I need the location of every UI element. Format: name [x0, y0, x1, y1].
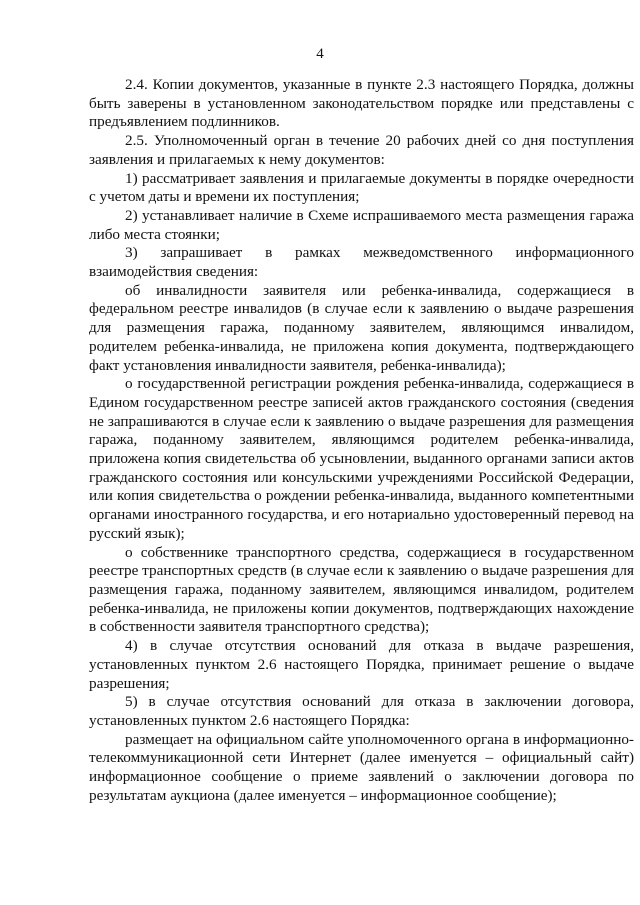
- paragraph: 4) в случае отсутствия оснований для отказа в выдаче разрешения, установленных пунктом 2.6 настоящего Порядка, принимает решение о выдаче разрешения;: [89, 637, 634, 692]
- paragraph: 2.5. Уполномоченный орган в течение 20 рабочих дней со дня поступления заявления и прилагаемых к нему документов:: [89, 132, 634, 168]
- paragraph: об инвалидности заявителя или ребенка-инвалида, содержащиеся в федеральном реестре инвалидов (в случае если к заявлению о выдаче разрешения для размещения гаража, поданному заявителем, являющимся инвалидом, родителем ребенка-инвалида, не приложена копия документа, подтверждающего факт установления инвалидности заявителя, ребенка-инвалида);: [89, 281, 634, 374]
- paragraph: 5) в случае отсутствия оснований для отказа в заключении договора, установленных пунктом 2.6 настоящего Порядка:: [89, 693, 634, 729]
- paragraph: о собственнике транспортного средства, содержащиеся в государственном реестре транспортных средств (в случае если к заявлению о выдаче разрешения для размещения гаража, поданному заявителем, являющимся инвалидом, родителем ребенка-инвалида, не приложены копии документов, подтверждающих нахождение в собственности заявителя транспортного средства);: [89, 543, 634, 636]
- document-body: [89, 76, 634, 805]
- page-number: 4: [316, 46, 324, 62]
- paragraph: 1) рассматривает заявления и прилагаемые документы в порядке очередности с учетом даты и времени их поступления;: [89, 169, 634, 206]
- paragraph: 3) запрашивает в рамках межведомственного информационного взаимодействия сведения:: [89, 244, 634, 281]
- paragraph: 2.4. Копии документов, указанные в пункте 2.3 настоящего Порядка, должны быть заверены в установленном законодательством порядке или представлены с предъявлением подлинников.: [89, 76, 634, 131]
- paragraph: 2) устанавливает наличие в Схеме испрашиваемого места размещения гаража либо места стоянки;: [89, 206, 634, 243]
- paragraph: о государственной регистрации рождения ребенка-инвалида, содержащиеся в Едином государственном реестре записей актов гражданского состояния (сведения не запрашиваются в случае если к заявлению о выдаче разрешения для размещения гаража, поданному заявителем, являющимся родителем ребенка-инвалида, приложена копия свидетельства об усыновлении, выданного органами записи актов гражданского состояния или консульскими учреждениями Российской Федерации, или копия свидетельства о рождении ребенка-инвалида, выданного компетентными органами иностранного государства, и его нотариально удостоверенный перевод на русский язык);: [89, 375, 634, 542]
- paragraph: размещает на официальном сайте уполномоченного органа в информационно-телекоммуникационной сети Интернет (далее именуется – официальный сайт) информационное сообщение о приеме заявлений о заключении договора по результатам аукциона (далее именуется – информационное сообщение);: [89, 730, 634, 804]
